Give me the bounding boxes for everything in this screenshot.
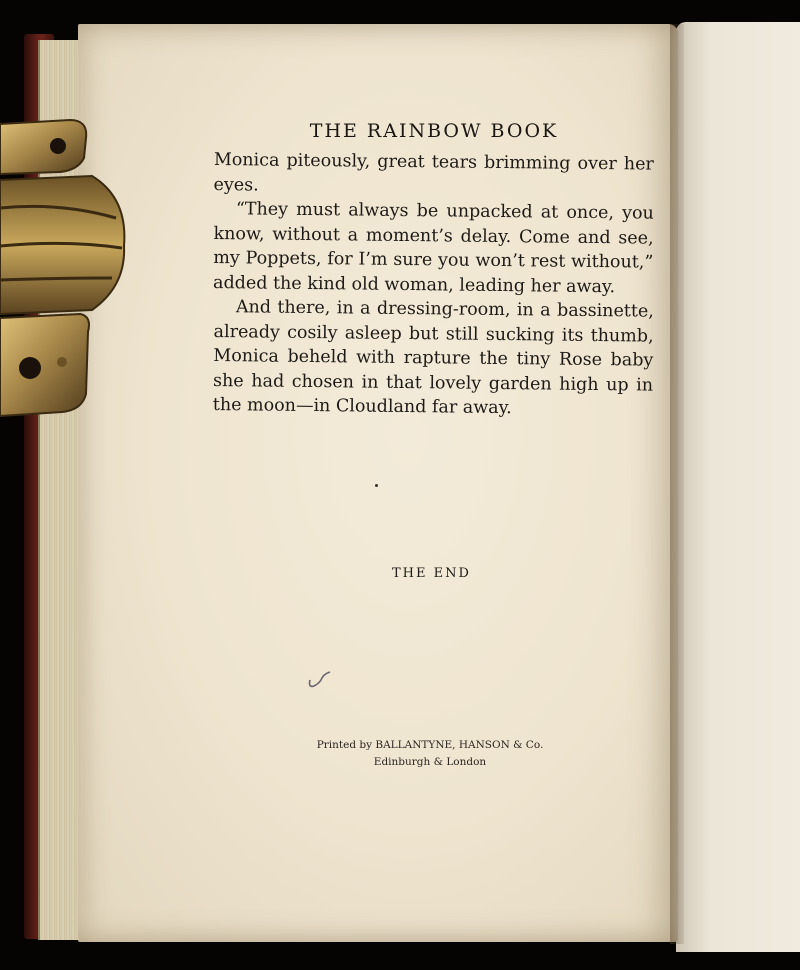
printer-line-2: Edinburgh & London bbox=[373, 756, 487, 768]
pencil-mark-icon bbox=[306, 670, 336, 694]
page-gutter-shadow bbox=[670, 24, 684, 944]
brass-clasp-icon bbox=[0, 118, 130, 418]
page-text-block bbox=[214, 120, 654, 418]
paragraph-2: “They must always be unpacked at once, you know, without a moment’s delay. Come and see, my Poppets, for I’m sure you won’t rest without,” added the kind old woman, leading her away. bbox=[212, 199, 654, 297]
printer-line-1: Printed by BALLANTYNE, HANSON & Co. bbox=[316, 739, 544, 751]
paper-speck bbox=[375, 484, 378, 487]
facing-blank-page bbox=[676, 22, 800, 952]
running-head: THE RAINBOW BOOK bbox=[309, 120, 559, 142]
the-end-text: THE END bbox=[392, 566, 471, 581]
printer-imprint bbox=[300, 737, 560, 771]
paragraph-3: And there, in a dressing-room, in a bassinette, already cosily asleep but still sucking its thumb, Monica beheld with rapture the tiny Rose baby she had chosen in that lovely garden high up in the moon—in Cloudland far away. bbox=[212, 297, 654, 419]
paragraph-1: Monica piteously, great tears brimming over her eyes. bbox=[213, 149, 654, 195]
